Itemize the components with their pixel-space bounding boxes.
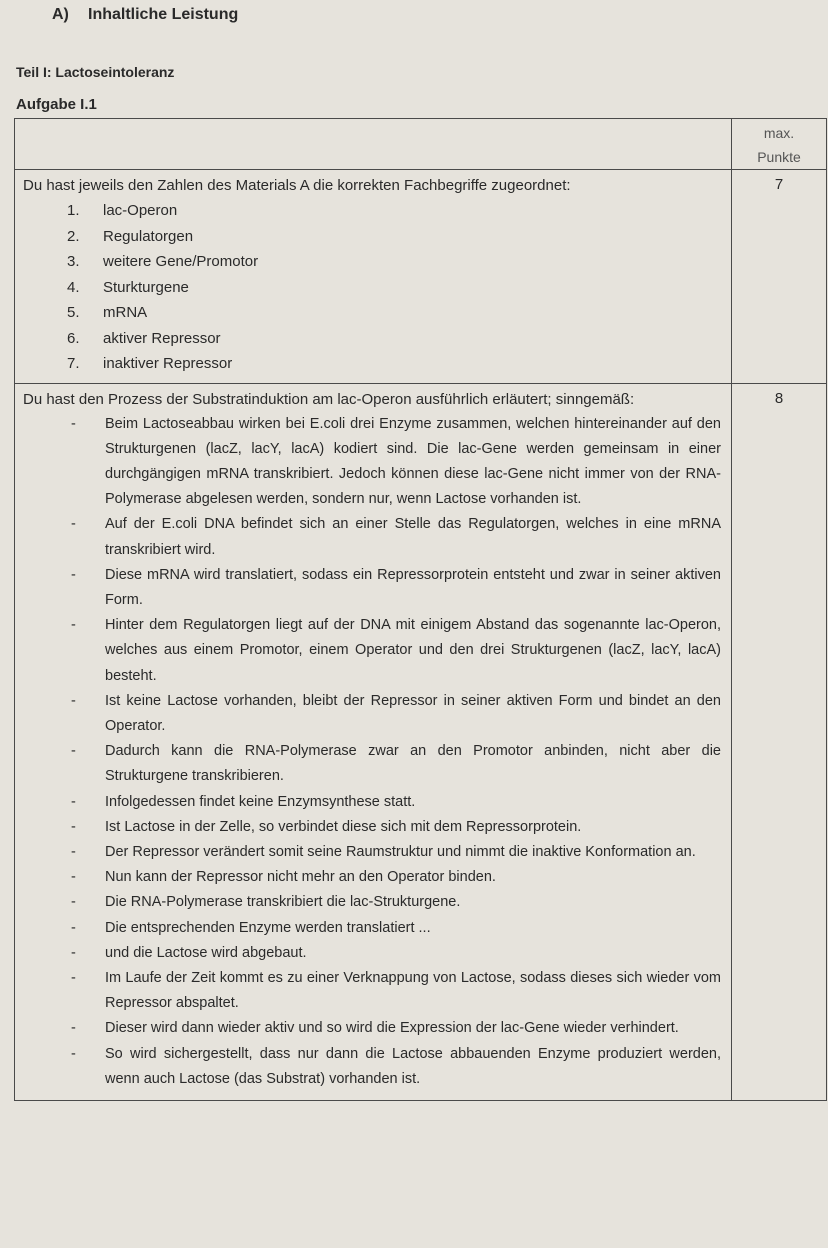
bullet-text: und die Lactose wird abgebaut.	[105, 944, 307, 961]
list-item: - Hinter dem Regulatorgen liegt auf der DNA mit einigem Abstand das sogenannte lac-Operon, welches aus einem Promotor, einem Operator und den drei Strukturgenen (lacZ, lacY, lacA) besteht.	[71, 617, 721, 684]
header-points-cell	[732, 119, 827, 170]
criterion-intro: Du hast jeweils den Zahlen des Materials A die korrekten Fachbegriffe zugeordnet:	[23, 177, 571, 194]
list-item: - Ist Lactose in der Zelle, so verbindet diese sich mit dem Repressorprotein.	[71, 818, 582, 835]
list-item: - Auf der E.coli DNA befindet sich an einer Stelle das Regulatorgen, welches in eine mRNA transkribiert wird.	[71, 516, 721, 558]
list-item	[15, 326, 731, 352]
bullet-text: Dieser wird dann wieder aktiv und so wird die Expression der lac-Gene wieder verhindert.	[105, 1020, 679, 1037]
section-letter: A)	[52, 6, 69, 23]
list-item: - Infolgedessen findet keine Enzymsynthese statt.	[71, 793, 416, 810]
table-row	[15, 383, 827, 1100]
list-item: - Ist keine Lactose vorhanden, bleibt der Repressor in seiner aktiven Form und bindet an den Operator.	[71, 692, 721, 734]
list-item	[15, 224, 731, 250]
list-item	[15, 275, 731, 301]
points-value: 8	[774, 389, 784, 407]
list-item	[15, 300, 731, 326]
item-text: Regulatorgen	[103, 227, 194, 245]
points-cell	[732, 383, 827, 1100]
points-cell	[732, 170, 827, 384]
header-max-label: max.	[763, 125, 795, 141]
list-item: - Die RNA-Polymerase transkribiert die lac-Strukturgene.	[71, 894, 461, 911]
bullet-text: Dadurch kann die RNA-Polymerase zwar an den Promotor anbinden, nicht aber die Strukturgene transkribieren.	[105, 743, 721, 785]
term-list	[15, 198, 731, 383]
list-item	[15, 249, 731, 275]
section-heading	[52, 6, 238, 24]
item-text: mRNA	[103, 304, 148, 321]
bullet-text: Diese mRNA wird translatiert, sodass ein Repressorprotein entsteht und zwar in seiner aktiven Form.	[105, 566, 721, 608]
list-item: - Dieser wird dann wieder aktiv und so wird die Expression der lac-Gene wieder verhindert.	[71, 1020, 679, 1037]
criterion-intro: Du hast den Prozess der Substratinduktion am lac-Operon ausführlich erläutert; sinngemäß:	[23, 390, 635, 408]
list-item: - Beim Lactoseabbau wirken bei E.coli drei Enzyme zusammen, welchen hintereinander auf den Strukturgenen (lacZ, lacY, lacA) kodiert sind. Die lac-Gene werden gemeinsam in einer durchgängigen mRNA transkribiert. Jedoch können diese lac-Gene nicht immer von der RNA-Polymerase abgelesen werden, sondern nur, wenn Lactose vorhanden ist.	[71, 415, 721, 508]
header-description-cell	[15, 119, 732, 170]
list-item: - Im Laufe der Zeit kommt es zu einer Verknappung von Lactose, sodass dieses sich wieder vom Repressor abspaltet.	[71, 969, 721, 1012]
bullet-text: Auf der E.coli DNA befindet sich an einer Stelle das Regulatorgen, welches in eine mRNA transkribiert wird.	[105, 516, 721, 558]
item-text: inaktiver Repressor	[103, 355, 233, 372]
header-punkte-label: Punkte	[757, 149, 801, 165]
list-item: - So wird sichergestellt, dass nur dann die Lactose abbauenden Enzyme produziert werden, wenn auch Lactose (das Substrat) vorhanden ist.	[71, 1045, 721, 1087]
item-text: Sturkturgene	[103, 278, 189, 296]
section-title: Inhaltliche Leistung	[88, 6, 239, 23]
item-number: 2.	[67, 227, 80, 245]
criterion-cell	[15, 383, 732, 1100]
item-number: 7.	[67, 355, 80, 372]
item-number: 1.	[67, 202, 80, 219]
bullet-list	[15, 412, 731, 1100]
item-number: 4.	[67, 278, 80, 296]
bullet-text: Die RNA-Polymerase transkribiert die lac-Strukturgene.	[105, 894, 461, 911]
list-item	[15, 198, 731, 224]
grading-table	[14, 118, 827, 1101]
table-header-row	[15, 119, 827, 170]
list-item: - Nun kann der Repressor nicht mehr an den Operator binden.	[71, 869, 496, 886]
item-number: 5.	[67, 304, 80, 321]
points-value: 7	[774, 176, 784, 193]
list-item	[15, 351, 731, 377]
bullet-text: Der Repressor verändert somit seine Raumstruktur und nimmt die inaktive Konformation an.	[105, 843, 696, 860]
table-row	[15, 170, 827, 384]
bullet-text: Ist Lactose in der Zelle, so verbindet diese sich mit dem Repressorprotein.	[105, 818, 582, 835]
list-item: - und die Lactose wird abgebaut.	[71, 944, 307, 961]
bullet-text: Im Laufe der Zeit kommt es zu einer Verknappung von Lactose, sodass dieses sich wieder vom Repressor abspaltet.	[105, 969, 721, 1012]
bullet-text: Hinter dem Regulatorgen liegt auf der DNA mit einigem Abstand das sogenannte lac-Operon, welches aus einem Promotor, einem Operator und den drei Strukturgenen (lacZ, lacY, lacA) besteht.	[105, 617, 721, 684]
item-number: 3.	[67, 253, 80, 270]
criterion-cell	[15, 170, 732, 384]
list-item: - Die entsprechenden Enzyme werden translatiert ...	[71, 919, 431, 936]
bullet-text: Nun kann der Repressor nicht mehr an den Operator binden.	[105, 869, 496, 886]
item-text: weitere Gene/Promotor	[103, 253, 259, 270]
bullet-text: Die entsprechenden Enzyme werden translatiert ...	[105, 919, 431, 936]
list-item: - Der Repressor verändert somit seine Raumstruktur und nimmt die inaktive Konformation an.	[71, 843, 696, 860]
bullet-text: Beim Lactoseabbau wirken bei E.coli drei Enzyme zusammen, welchen hintereinander auf den Strukturgenen (lacZ, lacY, lacA) kodiert sind. Die lac-Gene werden gemeinsam in einer durchgängigen mRNA transkribiert. Jedoch können diese lac-Gene nicht immer von der RNA-Polymerase abgelesen werden, sondern nur, wenn Lactose vorhanden ist.	[105, 415, 721, 508]
list-item: - Dadurch kann die RNA-Polymerase zwar an den Promotor anbinden, nicht aber die Strukturgene transkribieren.	[71, 743, 721, 785]
item-text: aktiver Repressor	[103, 329, 221, 347]
aufgabe-heading: Aufgabe I.1	[16, 96, 97, 113]
bullet-text: Ist keine Lactose vorhanden, bleibt der Repressor in seiner aktiven Form und bindet an den Operator.	[105, 692, 721, 734]
list-item: - Diese mRNA wird translatiert, sodass ein Repressorprotein entsteht und zwar in seiner aktiven Form.	[71, 566, 721, 608]
item-text: lac-Operon	[103, 202, 178, 219]
item-number: 6.	[67, 329, 80, 347]
bullet-text: So wird sichergestellt, dass nur dann die Lactose abbauenden Enzyme produziert werden, wenn auch Lactose (das Substrat) vorhanden ist.	[105, 1045, 721, 1087]
bullet-text: Infolgedessen findet keine Enzymsynthese statt.	[105, 793, 416, 810]
teil-heading: Teil I: Lactoseintoleranz	[16, 64, 175, 80]
